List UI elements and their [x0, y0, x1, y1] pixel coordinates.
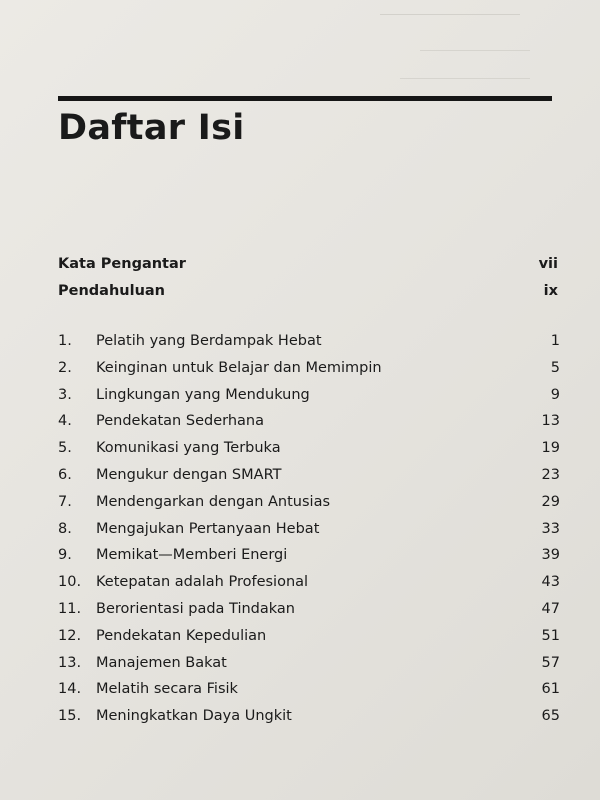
chapter-entry — [58, 521, 560, 548]
bleed-through-decoration — [400, 78, 530, 85]
chapter-title: Ketepatan adalah Profesional — [96, 574, 309, 591]
chapter-title: Lingkungan yang Mendukung — [96, 386, 310, 403]
chapter-number: 11. — [58, 600, 82, 617]
chapter-title: Mendengarkan dengan Antusias — [96, 493, 331, 510]
chapter-page: 13 — [541, 413, 560, 430]
chapter-number: 13. — [58, 654, 82, 671]
chapter-title: Berorientasi pada Tindakan — [96, 600, 295, 617]
chapter-number: 4. — [58, 413, 72, 430]
chapter-entry — [58, 708, 560, 735]
chapter-title: Memikat—Memberi Energi — [96, 547, 288, 564]
chapter-entry — [58, 387, 560, 414]
chapter-number: 5. — [58, 440, 72, 457]
chapter-number: 8. — [58, 520, 72, 537]
chapter-page: 19 — [541, 440, 560, 457]
chapter-title: Keinginan untuk Belajar dan Memimpin — [96, 359, 382, 376]
chapter-title: Pendekatan Kepedulian — [96, 627, 267, 644]
chapter-entry — [58, 574, 560, 601]
chapter-page: 61 — [541, 681, 560, 698]
front-matter-page: ix — [543, 283, 558, 299]
title-rule — [58, 96, 552, 101]
chapter-number: 3. — [58, 386, 72, 403]
chapter-number: 6. — [58, 466, 72, 483]
chapter-title: Mengukur dengan SMART — [96, 466, 282, 483]
page-title: Daftar Isi — [58, 108, 245, 148]
chapter-entry — [58, 333, 560, 360]
chapter-page: 29 — [541, 493, 560, 510]
chapter-title: Komunikasi yang Terbuka — [96, 440, 281, 457]
chapter-number: 12. — [58, 627, 82, 644]
chapter-page: 47 — [541, 600, 560, 617]
chapter-page: 1 — [550, 333, 560, 349]
chapter-entry — [58, 547, 560, 574]
front-matter-entry — [58, 256, 558, 282]
chapter-entry — [58, 655, 560, 682]
chapter-number: 1. — [58, 333, 72, 349]
chapter-entry — [58, 601, 560, 628]
chapter-title: Mengajukan Pertanyaan Hebat — [96, 520, 320, 537]
chapter-entry — [58, 681, 560, 708]
chapter-page: 51 — [541, 627, 560, 644]
chapter-number: 14. — [58, 681, 82, 698]
chapter-page: 57 — [541, 654, 560, 671]
chapter-number: 15. — [58, 708, 82, 725]
front-matter-label: Pendahuluan — [58, 283, 165, 299]
chapter-entry — [58, 360, 560, 387]
front-matter-page: vii — [538, 256, 558, 272]
chapter-entry — [58, 467, 560, 494]
bleed-through-decoration — [380, 14, 520, 21]
chapter-title: Manajemen Bakat — [96, 654, 227, 671]
chapter-number: 9. — [58, 547, 72, 564]
chapter-page: 23 — [541, 466, 560, 483]
front-matter-entry — [58, 283, 558, 309]
chapter-list — [58, 333, 560, 735]
chapter-entry — [58, 413, 560, 440]
chapter-title: Melatih secara Fisik — [96, 681, 238, 698]
front-matter-label: Kata Pengantar — [58, 256, 186, 272]
chapter-page: 43 — [541, 574, 560, 591]
chapter-entry — [58, 494, 560, 521]
chapter-page: 5 — [550, 359, 560, 376]
chapter-number: 2. — [58, 359, 72, 376]
chapter-entry — [58, 628, 560, 655]
chapter-page: 33 — [541, 520, 560, 537]
bleed-through-decoration — [420, 50, 530, 57]
chapter-title: Pendekatan Sederhana — [96, 413, 264, 430]
chapter-number: 7. — [58, 493, 72, 510]
chapter-page: 65 — [541, 708, 560, 725]
chapter-entry — [58, 440, 560, 467]
chapter-number: 10. — [58, 574, 82, 591]
chapter-page: 9 — [550, 386, 560, 403]
chapter-page: 39 — [541, 547, 560, 564]
chapter-title: Pelatih yang Berdampak Hebat — [96, 333, 322, 349]
chapter-title: Meningkatkan Daya Ungkit — [96, 708, 292, 725]
